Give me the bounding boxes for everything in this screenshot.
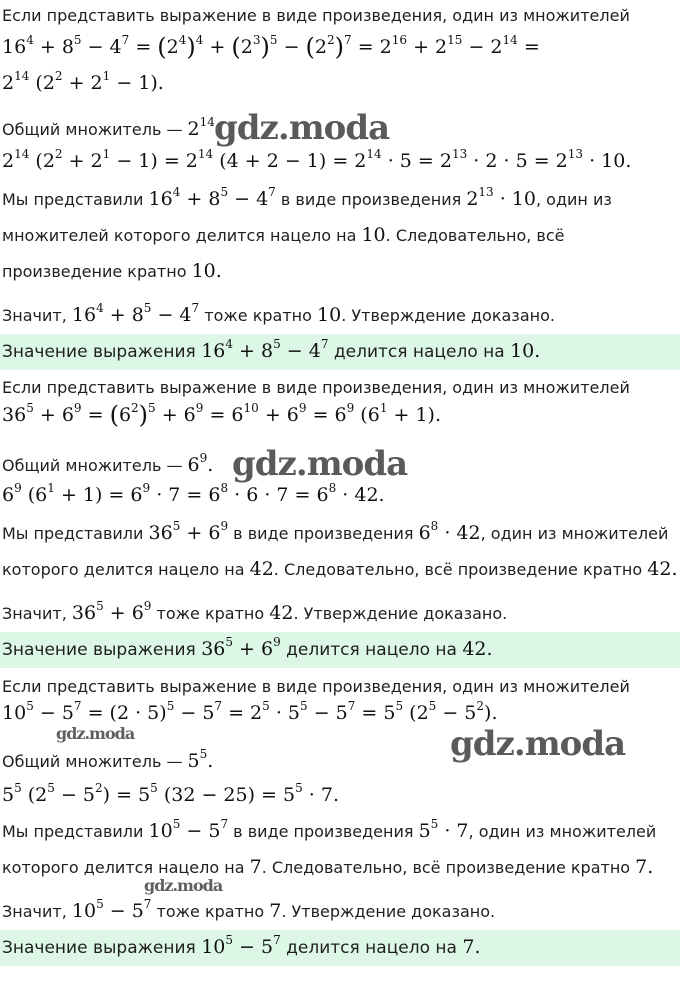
watermark-logo: gdz.moda — [214, 108, 390, 148]
block1-presented-line: Мы представили $16^4 + 8^5 - 4^7$ в виде произведения $2^{13} \cdot 10$, один из — [2, 185, 612, 210]
block3-factor-label: Общий множитель — — [2, 752, 183, 771]
block2-divisor: 42 — [462, 638, 487, 660]
block2-which-divides: которого делится нацело на — [2, 560, 245, 579]
block2-as-product: в виде произведения — [233, 524, 414, 543]
block1-factor-label: Общий множитель — — [2, 120, 183, 139]
block1-intro: Если представить выражение в виде произведения, один из множителей — [2, 6, 630, 25]
watermark-logo: gdz.moda — [232, 444, 408, 484]
block2-we-presented: Мы представили — [2, 524, 144, 543]
block3-conclusion: . Следовательно, всё произведение кратно — [261, 858, 631, 877]
block1-as-product: в виде произведения — [280, 190, 462, 209]
block3-so-line: Значит, $10^5 - 5^7$ тоже кратно 7. Утверждение доказано. — [2, 897, 496, 922]
block1-answer: Значение выражения $16^4 + 8^5 - 4^7$ делится нацело на 10. — [2, 337, 541, 362]
block2-conclusion: . Следовательно, всё произведение кратно — [273, 560, 643, 579]
block3-proved: . Утверждение доказано. — [281, 902, 496, 921]
block1-divisor: 10 — [510, 340, 535, 362]
block1-conclusion: . Следовательно, всё — [385, 226, 565, 245]
block1-divides-line: множителей которого делится нацело на 10. Следовательно, всё — [2, 224, 565, 246]
block1-proved: . Утверждение доказано. — [341, 306, 555, 325]
block2-one-of-factors: , один из множителей — [480, 524, 669, 543]
block1-we-presented: Мы представили — [2, 190, 144, 209]
watermark-logo: gdz.moda — [144, 876, 223, 895]
block2-so-line: Значит, $36^5 + 6^9$ тоже кратно 42. Утверждение доказано. — [2, 599, 508, 624]
block2-answer-prefix: Значение выражения — [2, 640, 196, 660]
block3-which-divides: которого делится нацело на — [2, 858, 245, 877]
block3-divides-line: которого делится нацело на 7. Следовательно, всё произведение кратно 7. — [2, 856, 654, 878]
block3-we-presented: Мы представили — [2, 822, 144, 841]
block2-equation-2: $6^9$ $(6^1 + 1) = 6^9 \cdot 7 = 6^8 \cdot 6 \cdot 7 = 6^8 \cdot 42$. — [2, 481, 385, 506]
block1-factor-line: Общий множитель — $2^{14}$ — [2, 115, 215, 140]
block1-so-label: Значит, — [2, 306, 67, 325]
block3-equation-2: $5^5$ $(2^5 - 5^2) = 5^5$ $(32 - 25) = 5^5 \cdot 7$. — [2, 781, 339, 806]
block1-equation-1: $16^4 + 8^5 - 4^7 = (2^4)^4 + (2^3)^5 - (2^2)^7 = 2^{16} + 2^{15} - 2^{14}$ = — [2, 33, 540, 61]
block3-factor-line: Общий множитель — $5^5$. — [2, 747, 214, 772]
block3-one-of-factors: , один из множителей — [468, 822, 657, 841]
block1-equation-3: $2^{14}$ $(2^2 + 2^1 - 1) = 2^{14}$ $(4 + 2 - 1) = 2^{14} \cdot 5 = 2^{13} \cdot 2 \cdot 5 = 2^{13} \cdot 10$. — [2, 147, 632, 172]
block2-answer: Значение выражения $36^5 + 6^9$ делится нацело на 42. — [2, 635, 493, 660]
block2-divides-line: которого делится нацело на 42. Следовательно, всё произведение кратно 42. — [2, 558, 678, 580]
watermark-logo: gdz.moda — [56, 724, 135, 743]
block2-proved: . Утверждение доказано. — [293, 604, 508, 623]
block1-answer-suffix: делится нацело на — [333, 342, 505, 362]
block2-intro: Если представить выражение в виде произведения, один из множителей — [2, 378, 630, 397]
block3-also-multiple: тоже кратно — [156, 902, 265, 921]
block1-answer-prefix: Значение выражения — [2, 342, 196, 362]
block2-equation-1: $36^5 + 6^9 = (6^2)^5 + 6^9 = 6^{10} + 6^9 = 6^9$ $(6^1 + 1)$. — [2, 401, 441, 429]
watermark-logo: gdz.moda — [450, 724, 626, 764]
block3-answer-prefix: Значение выражения — [2, 938, 196, 958]
block3-answer-suffix: делится нацело на — [286, 938, 457, 958]
block2-factor-line: Общий множитель — $6^9$. — [2, 451, 214, 476]
block1-product-multiple: произведение кратно — [2, 262, 187, 281]
block3-answer: Значение выражения $10^5 - 5^7$ делится нацело на 7. — [2, 933, 481, 958]
block3-so-label: Значит, — [2, 902, 67, 921]
block2-factor-label: Общий множитель — — [2, 456, 183, 475]
block3-presented-line: Мы представили $10^5 - 5^7$ в виде произведения $5^5 \cdot 7$, один из множителей — [2, 817, 657, 842]
block1-multiple-line: произведение кратно 10. — [2, 260, 222, 282]
block2-also-multiple: тоже кратно — [156, 604, 265, 623]
block3-equation-1: $10^5 - 5^7 = (2 \cdot 5)^5 - 5^7 = 2^5 \cdot 5^5 - 5^7 = 5^5$ $(2^5 - 5^2)$. — [2, 699, 498, 724]
block2-so-label: Значит, — [2, 604, 67, 623]
block3-divisor: 7 — [462, 936, 475, 958]
block1-so-line: Значит, $16^4 + 8^5 - 4^7$ тоже кратно 10. Утверждение доказано. — [2, 301, 555, 326]
block2-presented-line: Мы представили $36^5 + 6^9$ в виде произведения $6^8 \cdot 42$, один из множителей — [2, 519, 669, 544]
block1-which-divides: множителей которого делится нацело на — [2, 226, 357, 245]
block3-intro: Если представить выражение в виде произведения, один из множителей — [2, 677, 630, 696]
block1-also-multiple: тоже кратно — [204, 306, 312, 325]
block2-answer-suffix: делится нацело на — [286, 640, 457, 660]
block1-one-of-factors: , один из — [535, 190, 612, 209]
block3-as-product: в виде произведения — [233, 822, 414, 841]
block1-equation-2: $2^{14}$ $(2^2 + 2^1 - 1)$. — [2, 69, 164, 94]
